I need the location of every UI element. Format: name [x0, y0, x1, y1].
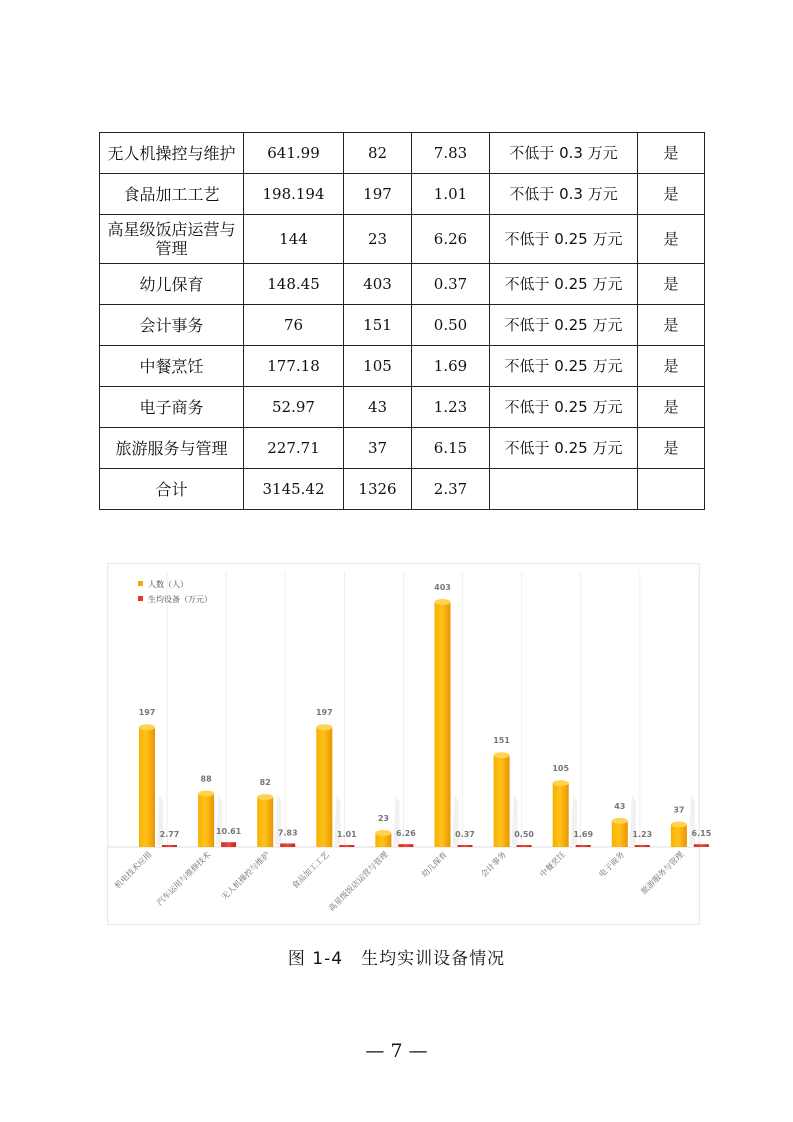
table-cell-value: 198.194 — [244, 174, 344, 215]
bar-people — [257, 797, 273, 847]
table-cell-avg: 1.23 — [412, 387, 490, 428]
bar-equipment-label: 1.69 — [573, 830, 594, 839]
bar-equipment — [576, 845, 591, 847]
bar-people-top — [316, 724, 332, 730]
table-cell-name: 电子商务 — [100, 387, 244, 428]
bar-people-top — [139, 724, 155, 730]
bar-shadow — [275, 795, 281, 846]
table-cell-count: 37 — [344, 428, 412, 469]
table-cell-name: 幼儿保育 — [100, 264, 244, 305]
category-label: 旅游服务与管理 — [639, 850, 686, 897]
bar-equipment-label: 2.77 — [159, 830, 180, 839]
table-cell-count: 43 — [344, 387, 412, 428]
table-cell-value: 76 — [244, 305, 344, 346]
table-cell-meets: 是 — [638, 346, 705, 387]
bar-people-label: 197 — [315, 708, 333, 718]
legend-label: 生均设备（万元） — [148, 595, 212, 604]
table-cell-avg: 6.26 — [412, 215, 490, 264]
bar-people-label: 88 — [200, 774, 212, 784]
table-cell-requirement: 不低于 0.25 万元 — [490, 428, 638, 469]
table-cell-name: 合计 — [100, 469, 244, 510]
table-row — [100, 428, 705, 469]
table-cell-meets — [638, 469, 705, 510]
table-cell-requirement: 不低于 0.25 万元 — [490, 215, 638, 264]
bar-shadow — [216, 795, 222, 846]
bar-people-label: 197 — [138, 708, 156, 718]
table-cell-value: 227.71 — [244, 428, 344, 469]
table-cell-value: 52.97 — [244, 387, 344, 428]
table-cell-avg: 0.37 — [412, 264, 490, 305]
bar-equipment-label: 10.61 — [215, 827, 242, 837]
table-cell-requirement: 不低于 0.25 万元 — [490, 387, 638, 428]
bar-equipment-label: 6.26 — [396, 829, 416, 839]
bar-equipment — [162, 845, 177, 847]
table-cell-count: 23 — [344, 215, 412, 264]
table-row — [100, 469, 705, 510]
table-cell-meets: 是 — [638, 387, 705, 428]
bar-people — [553, 783, 569, 847]
bar-people-label: 105 — [552, 764, 570, 774]
table-cell-avg: 7.83 — [412, 133, 490, 174]
legend-label: 人数（人） — [148, 580, 188, 589]
bar-people — [494, 755, 510, 847]
equipment-table — [99, 132, 705, 510]
bar-people-label: 23 — [377, 814, 389, 824]
bar-equipment-label: 0.37 — [455, 830, 475, 839]
page-number: — 7 — — [365, 1040, 428, 1062]
legend-swatch — [138, 596, 143, 601]
bar-equipment-label: 7.83 — [277, 828, 298, 838]
table-cell-meets: 是 — [638, 305, 705, 346]
bar-equipment-label: 1.23 — [632, 830, 653, 839]
bar-equipment — [280, 843, 295, 847]
table-cell-requirement: 不低于 0.25 万元 — [490, 346, 638, 387]
table-cell-avg: 1.69 — [412, 346, 490, 387]
bar-equipment — [339, 845, 354, 847]
bar-people-label: 151 — [493, 736, 510, 746]
bar-people-top — [375, 830, 391, 836]
table-cell-name: 会计事务 — [100, 305, 244, 346]
table-cell-name: 食品加工工艺 — [100, 174, 244, 215]
table-row — [100, 346, 705, 387]
table-cell-value: 144 — [244, 215, 344, 264]
table-cell-count: 197 — [344, 174, 412, 215]
table-row — [100, 133, 705, 174]
category-label: 食品加工工艺 — [290, 850, 331, 891]
category-label: 会计事务 — [479, 850, 509, 880]
bar-people-label: 403 — [434, 583, 451, 592]
bar-people-label: 43 — [614, 801, 626, 811]
bar-equipment — [517, 845, 532, 847]
table-cell-requirement: 不低于 0.3 万元 — [490, 174, 638, 215]
category-label: 机电技术应用 — [113, 850, 154, 891]
bar-shadow — [689, 795, 695, 846]
table-cell-value: 641.99 — [244, 133, 344, 174]
category-label: 电子商务 — [597, 850, 627, 880]
table-row — [100, 387, 705, 428]
table-cell-value: 148.45 — [244, 264, 344, 305]
bar-equipment — [635, 845, 650, 847]
category-label: 幼儿保育 — [419, 850, 449, 880]
category-label: 中餐烹饪 — [538, 850, 568, 880]
bar-people-top — [494, 752, 510, 758]
table-cell-requirement: 不低于 0.25 万元 — [490, 264, 638, 305]
bar-people — [198, 794, 214, 847]
table-cell-name: 高星级饭店运营与管理 — [100, 215, 244, 264]
table-cell-avg: 0.50 — [412, 305, 490, 346]
bar-equipment-label: 6.15 — [691, 829, 712, 839]
bar-people-label: 37 — [673, 805, 685, 815]
bar-equipment-label: 0.50 — [514, 830, 534, 839]
table-row — [100, 215, 705, 264]
chart-container — [107, 563, 712, 925]
table-cell-requirement: 不低于 0.3 万元 — [490, 133, 638, 174]
bar-equipment — [221, 842, 236, 847]
table-cell-avg: 2.37 — [412, 469, 490, 510]
figure-caption: 图 1-4 生均实训设备情况 — [287, 949, 506, 969]
bar-shadow — [393, 795, 399, 846]
bar-chart — [108, 564, 712, 924]
bar-equipment — [694, 844, 709, 847]
table-cell-meets: 是 — [638, 174, 705, 215]
bar-people — [435, 602, 451, 847]
table-cell-meets: 是 — [638, 215, 705, 264]
table-cell-meets: 是 — [638, 133, 705, 174]
bar-equipment — [458, 845, 473, 847]
table-row — [100, 305, 705, 346]
category-label: 无人机操控与维护 — [219, 850, 272, 902]
table-cell-count: 151 — [344, 305, 412, 346]
bar-people — [316, 727, 332, 847]
category-label: 汽车运用与维修技术 — [155, 850, 213, 908]
table-cell-requirement — [490, 469, 638, 510]
table-cell-count: 403 — [344, 264, 412, 305]
bar-people-top — [198, 791, 214, 797]
legend-swatch — [138, 581, 143, 586]
bar-people-top — [553, 780, 569, 786]
table-cell-name: 中餐烹饪 — [100, 346, 244, 387]
bar-equipment — [398, 844, 413, 847]
table-cell-meets: 是 — [638, 428, 705, 469]
bar-people-top — [257, 794, 273, 800]
bar-people-top — [435, 599, 451, 605]
table-cell-count: 105 — [344, 346, 412, 387]
bar-people-top — [671, 822, 687, 828]
table-cell-avg: 6.15 — [412, 428, 490, 469]
table-cell-meets: 是 — [638, 264, 705, 305]
table-cell-count: 1326 — [344, 469, 412, 510]
table-cell-name: 无人机操控与维护 — [100, 133, 244, 174]
bar-people-label: 82 — [259, 778, 271, 788]
bar-equipment-label: 1.01 — [336, 830, 357, 839]
table-row — [100, 264, 705, 305]
table-row — [100, 174, 705, 215]
table-cell-value: 3145.42 — [244, 469, 344, 510]
table-cell-value: 177.18 — [244, 346, 344, 387]
bar-people-top — [612, 818, 628, 824]
table-cell-name: 旅游服务与管理 — [100, 428, 244, 469]
table-cell-count: 82 — [344, 133, 412, 174]
bar-people — [139, 727, 155, 847]
table-cell-avg: 1.01 — [412, 174, 490, 215]
table-cell-requirement: 不低于 0.25 万元 — [490, 305, 638, 346]
bar-people — [612, 821, 628, 847]
category-label: 高星级饭店运营与管理 — [326, 850, 390, 913]
bar-people — [671, 825, 687, 847]
